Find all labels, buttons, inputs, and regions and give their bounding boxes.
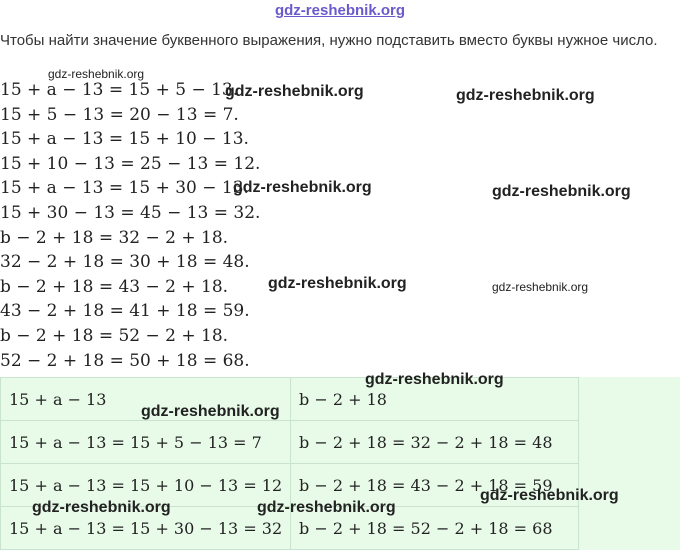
watermark: gdz-reshebnik.org <box>233 179 372 197</box>
solution-steps <box>0 78 260 373</box>
watermark: gdz-reshebnik.org <box>32 499 171 517</box>
solution-step: 32 − 2 + 18 = 30 + 18 = 48. <box>0 250 260 275</box>
solution-step: 15 + 10 − 13 = 25 − 13 = 12. <box>0 152 260 177</box>
watermark: gdz-reshebnik.org <box>268 275 407 293</box>
table-cell: b − 2 + 18 <box>291 378 579 421</box>
watermark: gdz-reshebnik.org <box>456 87 595 105</box>
solution-step: 15 + a − 13 = 15 + 5 − 13. <box>0 78 260 103</box>
watermark: gdz-reshebnik.org <box>492 183 631 201</box>
watermark: gdz-reshebnik.org <box>492 280 588 294</box>
solution-step: 15 + 5 − 13 = 20 − 13 = 7. <box>0 103 260 128</box>
watermark: gdz-reshebnik.org <box>141 403 280 421</box>
watermark: gdz-reshebnik.org <box>257 499 396 517</box>
table-cell: 15 + a − 13 <box>1 378 291 421</box>
solution-step: b − 2 + 18 = 32 − 2 + 18. <box>0 226 260 251</box>
table-cell: b − 2 + 18 = 32 − 2 + 18 = 48 <box>291 421 579 464</box>
solution-step: b − 2 + 18 = 43 − 2 + 18. <box>0 275 260 300</box>
table-cell-empty <box>579 378 680 421</box>
solution-step: 15 + a − 13 = 15 + 30 − 13. <box>0 176 260 201</box>
table-cell: 15 + a − 13 = 15 + 5 − 13 = 7 <box>1 421 291 464</box>
intro-text: Чтобы найти значение буквенного выражения, нужно подставить вместо буквы нужное число. <box>0 30 676 51</box>
watermark: gdz-reshebnik.org <box>225 83 364 101</box>
site-title-link[interactable]: gdz-reshebnik.org <box>0 2 680 19</box>
watermark: gdz-reshebnik.org <box>480 487 619 505</box>
table-row <box>1 421 680 464</box>
solution-step: b − 2 + 18 = 52 − 2 + 18. <box>0 324 260 349</box>
table-row <box>1 378 680 421</box>
watermark: gdz-reshebnik.org <box>365 371 504 389</box>
answer-table <box>0 377 680 550</box>
table-cell: b − 2 + 18 = 43 − 2 + 18 = 59 <box>291 464 579 507</box>
solution-step: 52 − 2 + 18 = 50 + 18 = 68. <box>0 349 260 374</box>
watermark: gdz-reshebnik.org <box>48 67 144 81</box>
table-cell: b − 2 + 18 = 52 − 2 + 18 = 68 <box>291 507 579 550</box>
table-cell: 15 + a − 13 = 15 + 30 − 13 = 32 <box>1 507 291 550</box>
solution-step: 15 + a − 13 = 15 + 10 − 13. <box>0 127 260 152</box>
table-cell-empty <box>579 421 680 464</box>
solution-step: 15 + 30 − 13 = 45 − 13 = 32. <box>0 201 260 226</box>
table-cell: 15 + a − 13 = 15 + 10 − 13 = 12 <box>1 464 291 507</box>
table-cell-empty <box>579 507 680 550</box>
solution-step: 43 − 2 + 18 = 41 + 18 = 59. <box>0 299 260 324</box>
